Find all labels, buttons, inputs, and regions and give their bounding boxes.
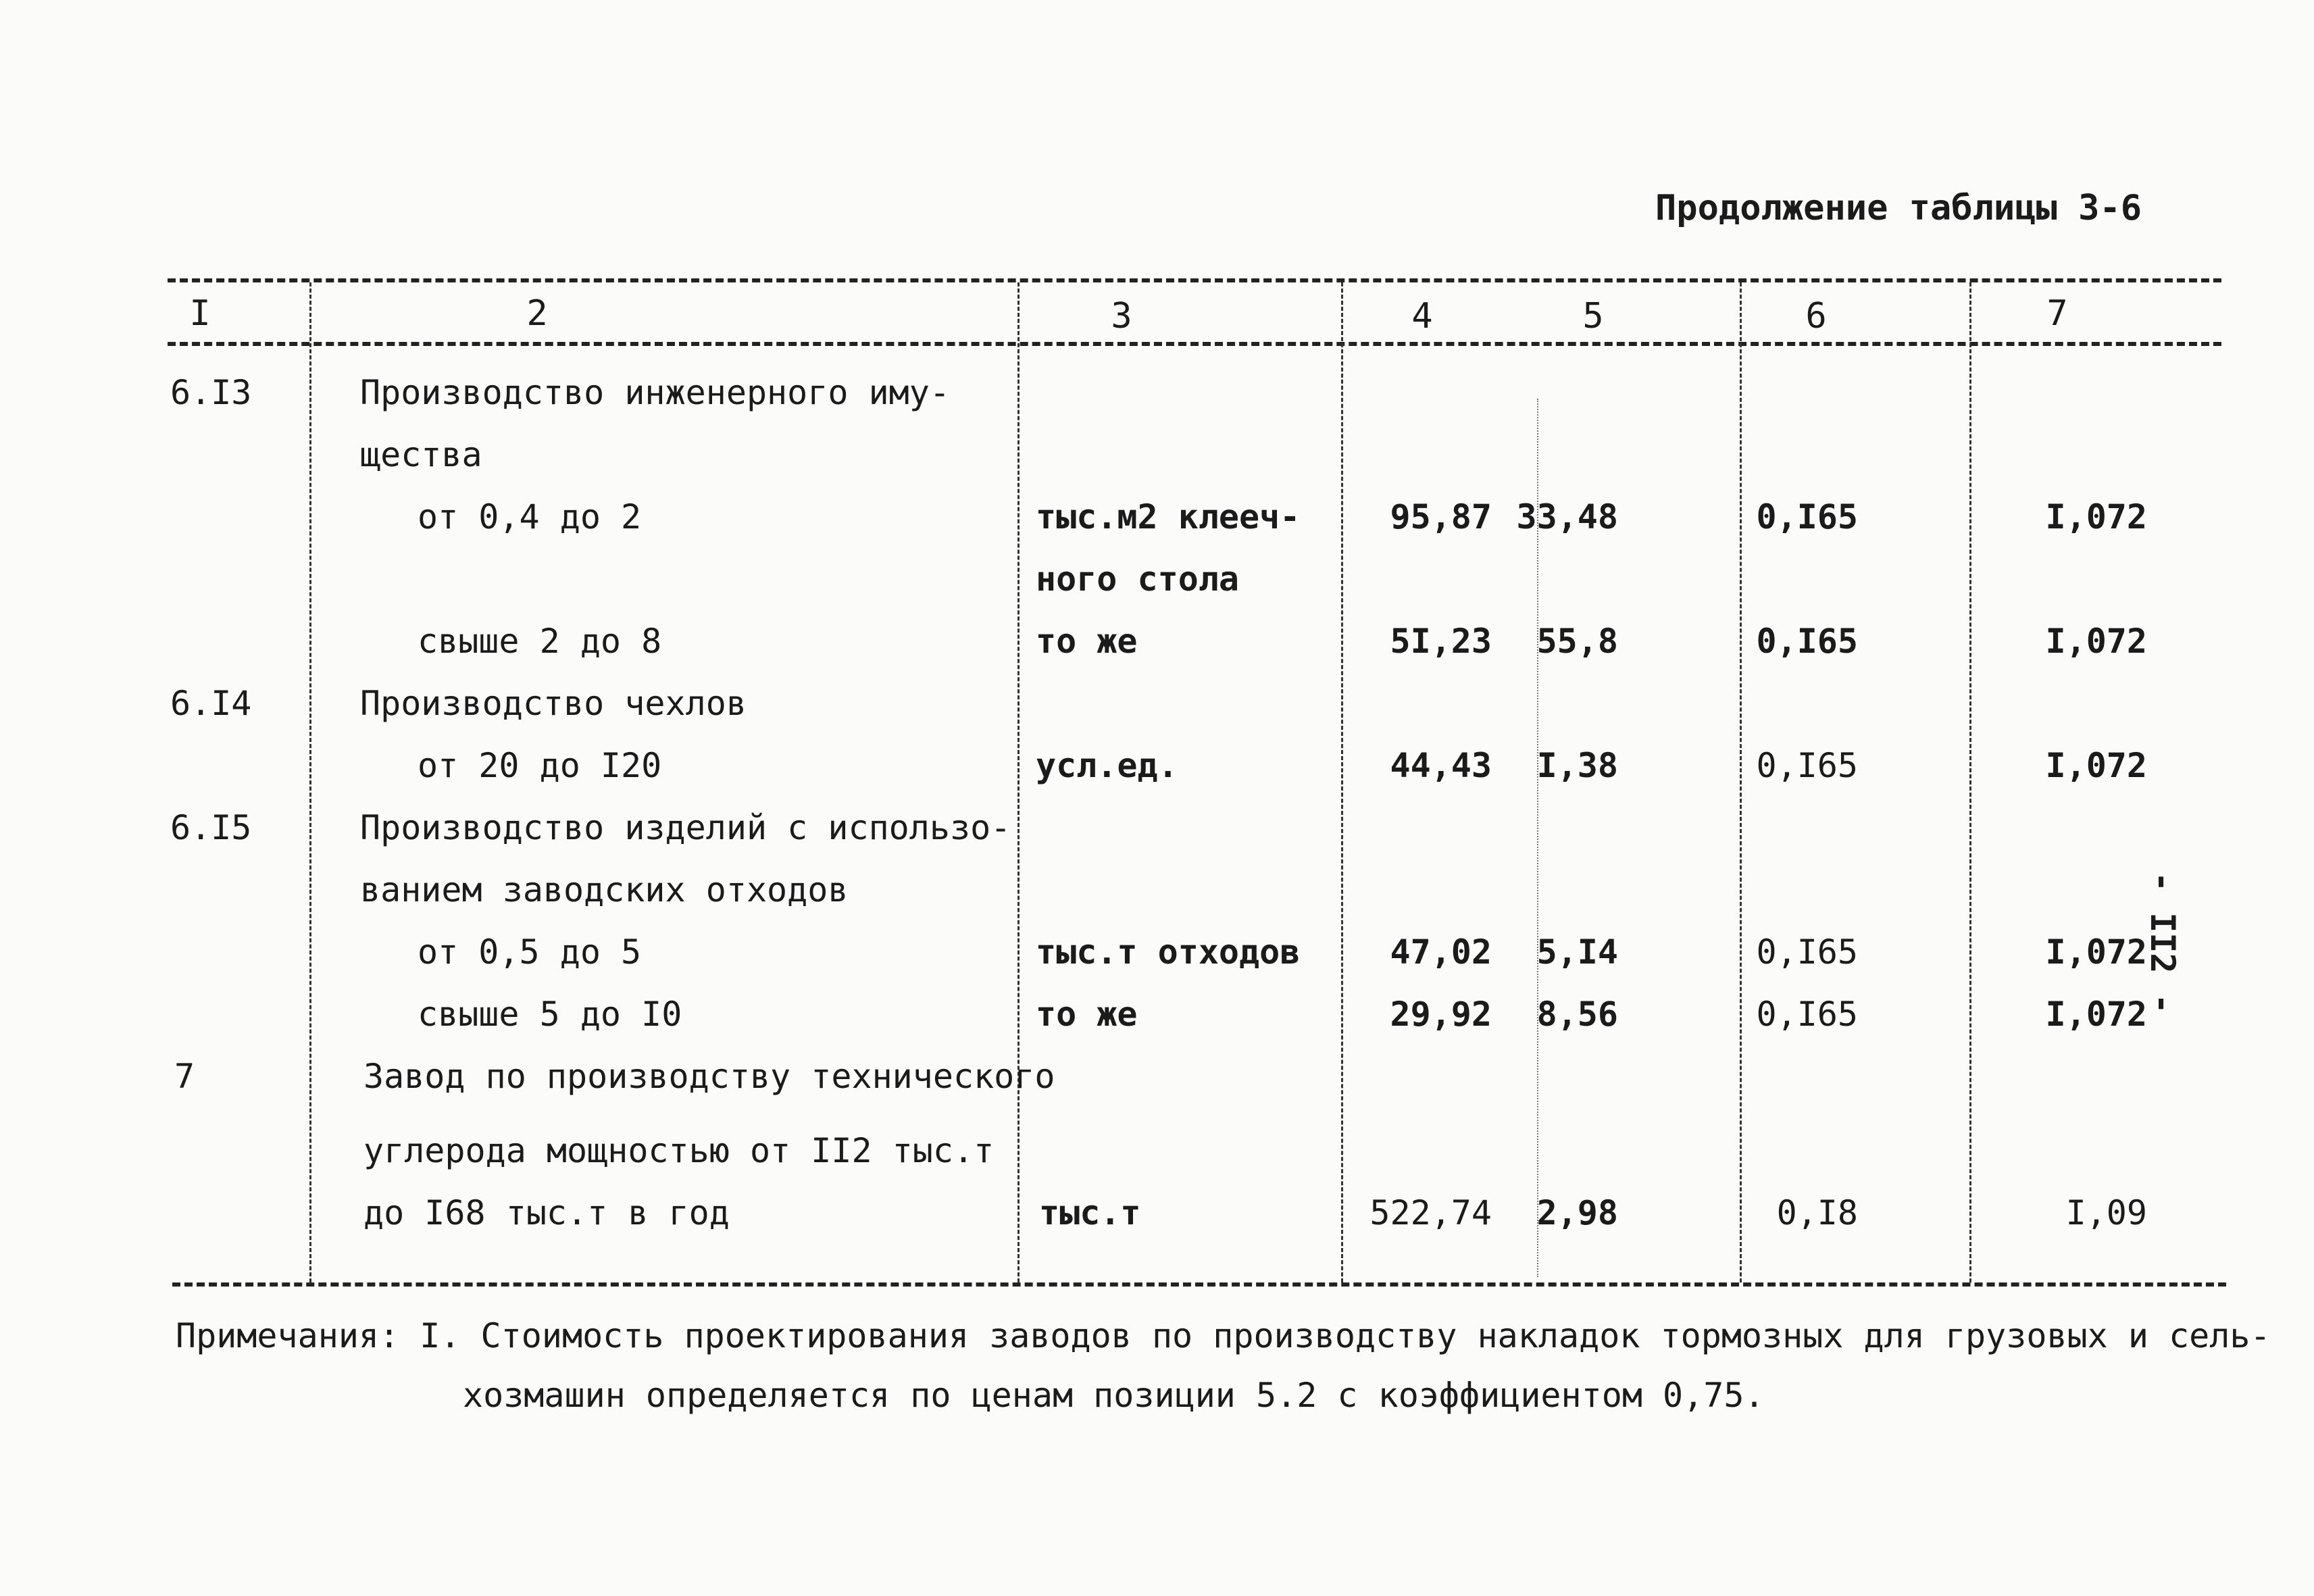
row-unit: то же xyxy=(1036,995,1138,1034)
side-page-number: - II2 - xyxy=(2143,872,2182,1014)
col-header-4: 4 xyxy=(1411,296,1433,336)
row-num-6-13: 6.I3 xyxy=(170,373,252,412)
cell-col7: I,072 xyxy=(2045,995,2147,1034)
row-name: углерода мощностью от II2 тыс.т xyxy=(363,1131,995,1170)
cell-col7: I,072 xyxy=(2045,746,2147,785)
col-sep-6 xyxy=(1969,282,1971,1282)
row-num-6-14: 6.I4 xyxy=(170,684,252,723)
cell-col6: 0,I65 xyxy=(1756,995,1858,1034)
row-name: Производство чехлов xyxy=(360,684,747,723)
cell-col6: 0,I65 xyxy=(1756,497,1858,537)
cell-col5: 33,48 xyxy=(1516,497,1618,537)
cell-col6: 0,I65 xyxy=(1756,932,1858,972)
cell-col6: 0,I65 xyxy=(1756,622,1858,661)
cell-col6: 0,I8 xyxy=(1776,1193,1858,1232)
row-name: свыше 2 до 8 xyxy=(418,622,662,661)
col-sep-1 xyxy=(309,282,311,1282)
row-num-6-15: 6.I5 xyxy=(170,808,252,847)
col-header-3: 3 xyxy=(1111,296,1132,336)
row-name: до I68 тыс.т в год xyxy=(363,1193,730,1232)
row-name: Производство изделий с использо- xyxy=(360,808,1011,847)
cell-col6: 0,I65 xyxy=(1756,746,1858,785)
row-unit: тыс.м2 клееч- xyxy=(1036,497,1301,537)
row-name: Завод по производству технического xyxy=(363,1057,1055,1096)
row-name: щества xyxy=(360,435,482,474)
cell-col4: 29,92 xyxy=(1390,995,1492,1034)
col-header-6: 6 xyxy=(1805,296,1827,336)
cell-col4: 95,87 xyxy=(1390,497,1492,537)
table-top-rule xyxy=(168,278,2221,282)
row-name: от 0,5 до 5 xyxy=(418,932,642,972)
col-header-1: I xyxy=(189,293,211,334)
row-unit: тыс.т xyxy=(1039,1193,1141,1232)
cell-col5: I,38 xyxy=(1536,746,1618,785)
note-block xyxy=(176,1316,2271,1355)
row-unit: ного стола xyxy=(1036,559,1240,599)
note-label: Примечания: xyxy=(176,1316,400,1355)
row-name: свыше 5 до I0 xyxy=(418,995,682,1034)
cell-col7: I,072 xyxy=(2045,932,2147,972)
cell-col7: I,072 xyxy=(2045,622,2147,661)
table-header-rule xyxy=(168,342,2221,346)
cell-col4: 47,02 xyxy=(1390,932,1492,972)
col-header-2: 2 xyxy=(526,293,548,334)
row-name: Производство инженерного иму- xyxy=(360,373,950,412)
cell-col7: I,09 xyxy=(2065,1193,2147,1232)
col-sep-3 xyxy=(1341,282,1343,1282)
cell-col5: 2,98 xyxy=(1536,1193,1618,1232)
table-bottom-rule xyxy=(172,1282,2226,1287)
col-sep-2 xyxy=(1017,282,1020,1282)
note-line-1: I. Стоимость проектирования заводов по производству накладок тормозных для грузовых и сель- xyxy=(420,1316,2271,1355)
row-unit: то же xyxy=(1036,622,1138,661)
col-sep-5 xyxy=(1740,282,1742,1282)
row-unit: усл.ед. xyxy=(1036,746,1178,785)
cell-col4: 522,74 xyxy=(1369,1193,1492,1232)
cell-col5: 5,I4 xyxy=(1536,932,1618,972)
row-num-7: 7 xyxy=(174,1057,195,1096)
cell-col4: 5I,23 xyxy=(1390,622,1492,661)
row-unit: тыс.т отходов xyxy=(1036,932,1301,972)
continuation-title: Продолжение таблицы 3-6 xyxy=(1655,188,2142,228)
col-header-7: 7 xyxy=(2046,293,2068,334)
row-name: от 20 до I20 xyxy=(418,746,662,785)
cell-col4: 44,43 xyxy=(1390,746,1492,785)
cell-col5: 55,8 xyxy=(1536,622,1618,661)
note-line-2: хозмашин определяется по ценам позиции 5.2 с коэффициентом 0,75. xyxy=(463,1376,1765,1415)
cell-col5: 8,56 xyxy=(1536,995,1618,1034)
row-name: от 0,4 до 2 xyxy=(418,497,642,537)
cell-col7: I,072 xyxy=(2045,497,2147,537)
row-name: ванием заводских отходов xyxy=(360,870,849,909)
col-header-5: 5 xyxy=(1582,296,1604,336)
